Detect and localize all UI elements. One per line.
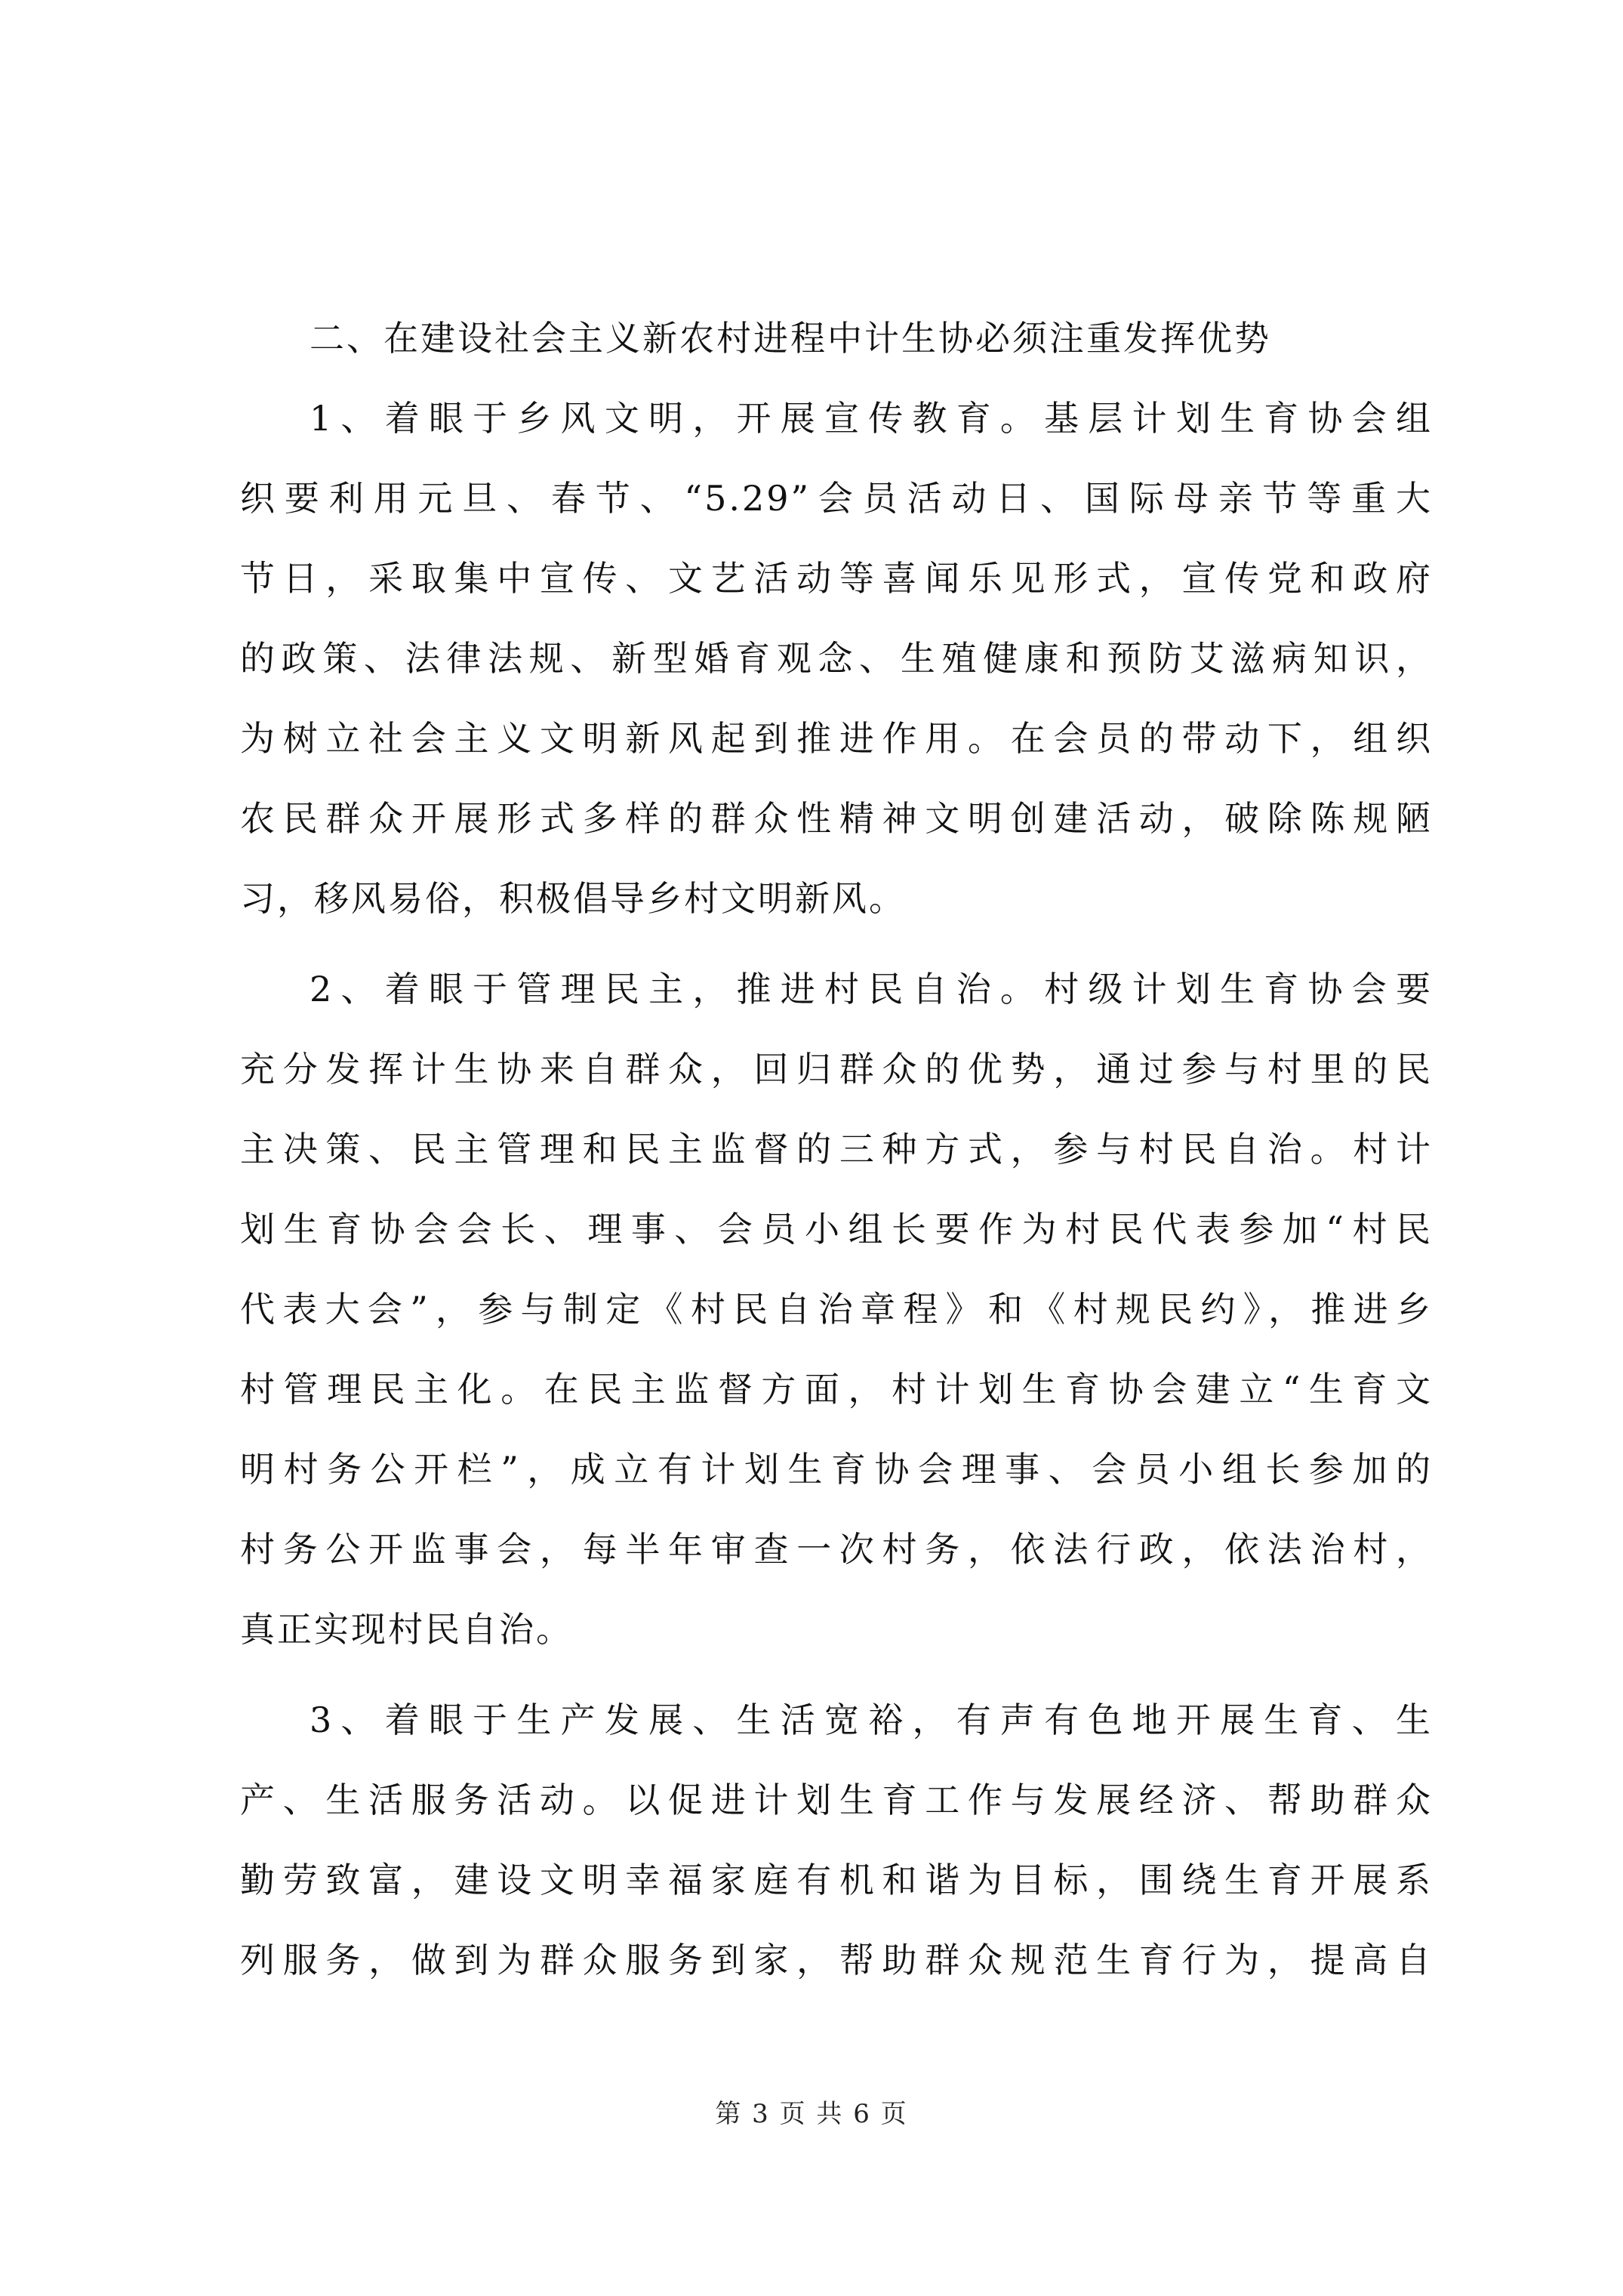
paragraph-line: 产、生活服务活动。以促进计划生育工作与发展经济、帮助群众 [240, 1780, 1433, 1820]
paragraph-line: 节日，采取集中宣传、文艺活动等喜闻乐见形式，宣传党和政府 [240, 558, 1433, 599]
paragraph-3 [240, 1680, 1433, 2000]
section-heading: 二、在建设社会主义新农村进程中计生协必须注重发挥优势 [310, 318, 1271, 359]
paragraph-1 [240, 378, 1433, 938]
paragraph-line: 为树立社会主义文明新风起到推进作用。在会员的带动下，组织 [240, 718, 1433, 759]
paragraph-line: 村管理民主化。在民主监督方面，村计划生育协会建立“生育文 [240, 1369, 1433, 1410]
paragraph-line: 勤劳致富，建设文明幸福家庭有机和谐为目标，围绕生育开展系 [240, 1860, 1433, 1900]
document-body [240, 298, 1433, 2011]
paragraph-line: 织要利用元旦、春节、“5.29”会员活动日、国际母亲节等重大 [240, 478, 1433, 519]
paragraph-line: 村务公开监事会，每半年审查一次村务，依法行政，依法治村， [240, 1529, 1433, 1570]
paragraph-line: 列服务，做到为群众服务到家，帮助群众规范生育行为，提高自 [240, 1940, 1433, 1980]
paragraph-line: 真正实现村民自治。 [240, 1609, 573, 1650]
paragraph-line: 代表大会”，参与制定《村民自治章程》和《村规民约》，推进乡 [240, 1289, 1433, 1330]
paragraph-line: 1、着眼于乡风文明，开展宣传教育。基层计划生育协会组 [310, 398, 1433, 439]
paragraph-line: 明村务公开栏”，成立有计划生育协会理事、会员小组长参加的 [240, 1449, 1433, 1490]
paragraph-line: 习，移风易俗，积极倡导乡村文明新风。 [240, 878, 906, 919]
paragraph-line: 主决策、民主管理和民主监督的三种方式，参与村民自治。村计 [240, 1129, 1433, 1170]
paragraph-line: 的政策、法律法规、新型婚育观念、生殖健康和预防艾滋病知识， [240, 638, 1433, 679]
page-number-footer: 第 3 页 共 6 页 [715, 2099, 908, 2129]
paragraph-line: 划生育协会会长、理事、会员小组长要作为村民代表参加“村民 [240, 1209, 1433, 1250]
paragraph-line: 农民群众开展形式多样的群众性精神文明创建活动，破除陈规陋 [240, 798, 1433, 839]
paragraph-2 [240, 949, 1433, 1669]
paragraph-line: 充分发挥计生协来自群众，回归群众的优势，通过参与村里的民 [240, 1049, 1433, 1089]
paragraph-line: 2、着眼于管理民主，推进村民自治。村级计划生育协会要 [310, 969, 1433, 1009]
paragraph-line: 3、着眼于生产发展、生活宽裕，有声有色地开展生育、生 [310, 1700, 1433, 1740]
